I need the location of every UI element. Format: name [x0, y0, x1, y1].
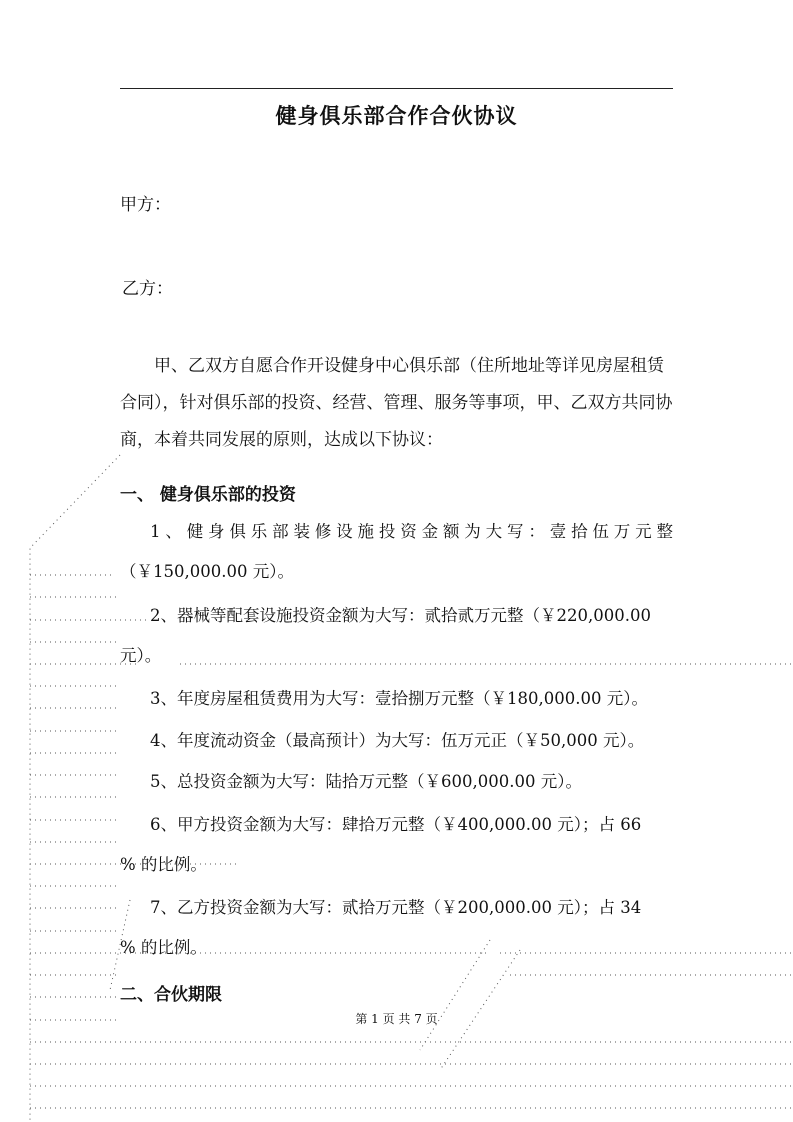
item-line: 元）。: [120, 646, 162, 665]
item-line: % 的比例。: [120, 855, 207, 874]
page-number: 第 1 页 共 7 页: [355, 1012, 438, 1026]
item-line: （￥150,000.00 元）。: [120, 562, 294, 581]
item-line: % 的比例。: [120, 938, 207, 957]
list-item: [120, 805, 673, 885]
item-line: 1、健身俱乐部装修设施投资金额为大写：壹拾伍万元整: [150, 522, 673, 541]
intro-paragraph: 甲、乙双方自愿合作开设健身中心俱乐部（住所地址等详见房屋租赁合同），针对俱乐部的投资、经营、管理、服务等事项，甲、乙双方共同协商，本着共同发展的原则，达成以下协议：: [120, 356, 673, 450]
item-line: 4、年度流动资金（最高预计）为大写：伍万元正（￥50,000 元）。: [150, 731, 645, 750]
list-item: [120, 596, 673, 676]
list-item: [120, 512, 673, 592]
list-item: [120, 721, 673, 761]
item-line: 2、器械等配套设施投资金额为大写：贰拾贰万元整（￥220,000.00: [150, 606, 651, 625]
section-heading-investment: 一、 健身俱乐部的投资: [120, 485, 296, 505]
list-item: [120, 888, 673, 968]
list-item: [120, 679, 673, 719]
item-line: 7、乙方投资金额为大写：贰拾万元整（￥200,000.00 元）；占 34: [150, 898, 642, 917]
header-rule: [120, 88, 673, 89]
document-title: 健身俱乐部合作合伙协议: [275, 103, 518, 128]
item-line: 3、年度房屋租赁费用为大写：壹拾捌万元整（￥180,000.00 元）。: [150, 689, 648, 708]
item-line: 5、总投资金额为大写：陆拾万元整（￥600,000.00 元）。: [150, 772, 582, 791]
party-b-label: 乙方：: [122, 279, 173, 299]
party-a-label: 甲方：: [120, 195, 171, 215]
list-item: [120, 762, 673, 802]
section-heading-term: 二、合伙期限: [120, 985, 222, 1005]
item-line: 6、甲方投资金额为大写：肆拾万元整（￥400,000.00 元）；占 66: [150, 815, 642, 834]
